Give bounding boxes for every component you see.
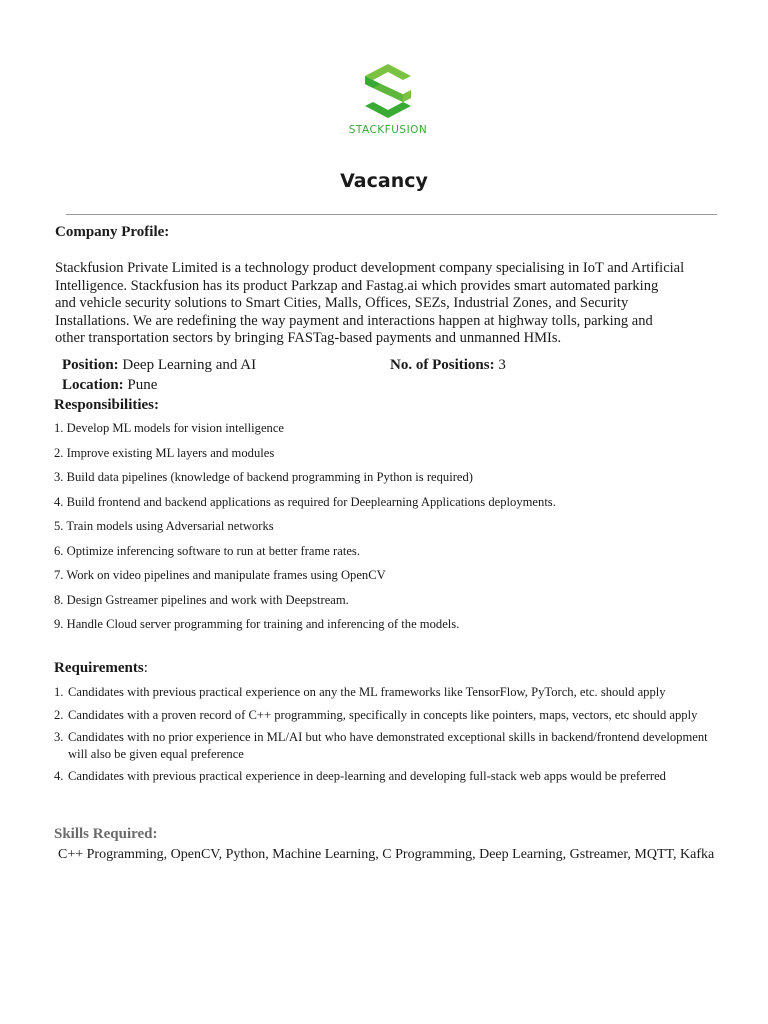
list-item-number: 3. xyxy=(54,730,64,744)
list-item-text: Candidates with a proven record of C++ programming, specifically in concepts like pointers, maps, vectors, etc should apply xyxy=(68,707,698,722)
skills-heading: Skills Required: xyxy=(54,826,158,842)
list-item xyxy=(54,707,714,724)
company-profile-line: Installations. We are redefining the way payment and interactions happen at highway tolls, parking and xyxy=(55,312,653,329)
list-item-number: 1. xyxy=(54,685,64,699)
list-item xyxy=(54,768,714,785)
list-item-number: 2. xyxy=(54,707,64,722)
position-label: Position: xyxy=(62,357,119,373)
responsibilities-heading: Responsibilities: xyxy=(54,397,160,413)
page-title: Vacancy xyxy=(340,170,428,192)
requirements-heading xyxy=(54,660,148,677)
company-profile-line: other transportation sectors by bringing FASTag-based payments and unmanned HMIs. xyxy=(55,330,562,346)
list-item-text: Candidates with previous practical experience on any the ML frameworks like TensorFlow, PyTorch, etc. should apply xyxy=(68,685,666,699)
list-item-text: Candidates with previous practical experience in deep-learning and developing full-stack web apps would be preferred xyxy=(68,769,666,783)
list-item: 4. Build frontend and backend applications as required for Deeplearning Applications deployments. xyxy=(54,494,556,509)
position-field xyxy=(62,357,256,374)
company-profile-line: Stackfusion Private Limited is a technology product development company specialising in IoT and Artificial xyxy=(55,260,685,276)
skills-text: C++ Programming, OpenCV, Python, Machine Learning, C Programming, Deep Learning, Gstreamer, MQTT, Kafka xyxy=(58,847,715,862)
location-label: Location: xyxy=(62,377,124,393)
company-profile-line: and vehicle security solutions to Smart Cities, Malls, Offices, SEZs, Industrial Zones, and Security xyxy=(55,295,629,311)
positions-count-field xyxy=(390,357,506,374)
requirements-list xyxy=(54,684,714,791)
company-profile-line: Intelligence. Stackfusion has its product Parkzap and Fastag.ai which provides smart automated parking xyxy=(55,277,659,294)
stackfusion-logo-icon xyxy=(359,62,417,120)
position-value: Deep Learning and AI xyxy=(118,357,257,373)
list-item: 3. Build data pipelines (knowledge of backend programming in Python is required) xyxy=(54,470,474,484)
positions-count-value: 3 xyxy=(494,357,506,373)
list-item: 5. Train models using Adversarial networks xyxy=(54,519,274,533)
location-field xyxy=(62,377,157,394)
list-item xyxy=(54,729,714,762)
list-item: 7. Work on video pipelines and manipulate frames using OpenCV xyxy=(54,568,386,582)
list-item: 1. Develop ML models for vision intelligence xyxy=(54,421,285,435)
list-item: 8. Design Gstreamer pipelines and work with Deepstream. xyxy=(54,592,349,607)
positions-count-label: No. of Positions: xyxy=(390,357,495,373)
list-item-text: Candidates with no prior experience in ML/AI but who have demonstrated exceptional skills in backend/frontend development will also be given equal preference xyxy=(68,730,708,761)
logo-wordmark: STACKFUSION xyxy=(348,124,428,136)
list-item xyxy=(54,684,714,701)
location-value: Pune xyxy=(123,377,158,393)
title-divider xyxy=(66,214,717,215)
company-logo xyxy=(348,62,428,140)
list-item: 2. Improve existing ML layers and modules xyxy=(54,445,275,460)
company-profile-heading: Company Profile: xyxy=(55,224,170,240)
responsibilities-list xyxy=(54,420,734,641)
list-item-number: 4. xyxy=(54,769,64,783)
list-item: 9. Handle Cloud server programming for training and inferencing of the models. xyxy=(54,617,460,631)
company-profile-text xyxy=(55,260,720,348)
list-item: 6. Optimize inferencing software to run at better frame rates. xyxy=(54,543,360,558)
requirements-heading-colon: : xyxy=(143,660,148,676)
requirements-heading-label: Requirements xyxy=(54,660,144,676)
